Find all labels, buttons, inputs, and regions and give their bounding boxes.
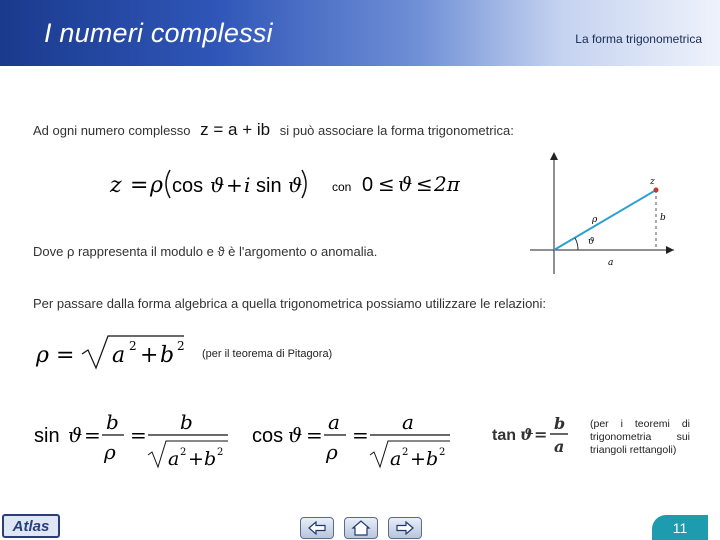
sin-a: a (168, 448, 180, 470)
tan-formula (490, 410, 580, 460)
sin-eq-2: = (130, 423, 147, 447)
modulus-vector (554, 190, 656, 250)
close-paren (302, 170, 306, 198)
cos-num1: a (328, 410, 340, 434)
cos-a: a (390, 448, 402, 470)
home-button[interactable] (344, 517, 378, 539)
section-subtitle: La forma trigonometrica (575, 32, 702, 46)
cos-eq-1: = (306, 423, 323, 447)
sin-plus: + (188, 448, 204, 470)
trig-sin: sin (256, 175, 282, 197)
mod-a: a (112, 343, 126, 368)
tan-theta: ϑ (520, 425, 534, 444)
sin-formula (32, 405, 232, 475)
trig-two-pi: 2π (434, 172, 460, 196)
page-title: I numeri complessi (44, 18, 273, 48)
trig-zero: 0 (362, 174, 374, 196)
dove-text: Dove ρ rappresenta il modulo e ϑ è l'argomento o anomalia. (33, 244, 378, 259)
page-number: 11 (652, 515, 708, 540)
intro-equation: z = a + ib (200, 120, 271, 139)
trig-leq-1: ≤ (378, 172, 395, 196)
diagram-label-z: z (650, 177, 655, 187)
sin-a-exp: 2 (180, 447, 187, 458)
sin-eq-1: = (84, 423, 101, 447)
cos-b-exp: 2 (439, 447, 446, 458)
trig-form-formula (100, 160, 480, 210)
point-z (654, 188, 659, 193)
next-slide-button[interactable] (388, 517, 422, 539)
mod-plus: + (140, 343, 159, 368)
intro-line (33, 120, 514, 140)
cos-fn: cos (252, 425, 284, 447)
intro-text-before: Ad ogni numero complesso (33, 123, 191, 138)
atlas-logo: Atlas (2, 514, 60, 538)
sin-fn: sin (34, 425, 60, 447)
trig-leq-2: ≤ (416, 172, 433, 196)
complex-plane-diagram (528, 150, 678, 275)
trig-eq: = (130, 173, 149, 198)
trig-theta-1: ϑ (210, 173, 225, 197)
y-axis-arrow-icon (550, 152, 558, 160)
sin-theta: ϑ (68, 423, 83, 447)
mod-a-exp: 2 (129, 339, 137, 353)
tan-den: a (554, 437, 565, 456)
mod-eq: = (56, 343, 75, 368)
cos-plus: + (410, 448, 426, 470)
cos-num2: a (402, 410, 414, 434)
arrow-right-icon (395, 521, 415, 535)
trig-plus: + (226, 173, 243, 197)
prev-slide-button[interactable] (300, 517, 334, 539)
passare-text: Per passare dalla forma algebrica a quella trigonometrica possiamo utilizzare le relazioni: (33, 296, 547, 311)
trig-z: z (110, 173, 122, 198)
tan-eq: = (534, 425, 548, 444)
home-icon (351, 520, 371, 536)
tan-fn: tan (492, 427, 516, 444)
sin-b: b (204, 448, 217, 470)
modulus-formula (34, 330, 204, 374)
trig-con: con (332, 180, 352, 194)
cos-den1: ρ (326, 440, 338, 464)
tan-num: b (554, 414, 566, 433)
cos-eq-2: = (352, 423, 369, 447)
diagram-label-b: b (660, 213, 666, 223)
trig-rho: ρ (150, 173, 163, 198)
trig-i: i (244, 173, 251, 197)
mod-rho: ρ (36, 343, 49, 368)
cos-theta: ϑ (288, 423, 303, 447)
x-axis-arrow-icon (666, 246, 674, 254)
sin-den1: ρ (104, 440, 116, 464)
intro-text-after: si può associare la forma trigonometrica: (279, 123, 514, 138)
sin-b-exp: 2 (217, 447, 224, 458)
theta-arc (575, 238, 578, 250)
cos-b: b (426, 448, 439, 470)
mod-b-exp: 2 (177, 339, 185, 353)
diagram-label-a: a (608, 258, 614, 268)
trig-theta-3: ϑ (398, 172, 413, 196)
pitagora-note: (per il teorema di Pitagora) (202, 348, 333, 360)
cos-formula (250, 405, 460, 475)
tan-note: (per i teoremi di trigonometria sui triangoli rettangoli) (590, 418, 690, 456)
diagram-label-theta: ϑ (588, 237, 595, 247)
trig-cos: cos (172, 175, 204, 197)
sin-num2: b (180, 410, 193, 434)
open-paren (166, 170, 170, 198)
mod-b: b (160, 343, 175, 368)
arrow-left-icon (307, 521, 327, 535)
sin-num1: b (106, 410, 119, 434)
diagram-label-rho: ρ (592, 215, 598, 225)
cos-a-exp: 2 (402, 447, 409, 458)
trig-theta-2: ϑ (288, 173, 303, 197)
